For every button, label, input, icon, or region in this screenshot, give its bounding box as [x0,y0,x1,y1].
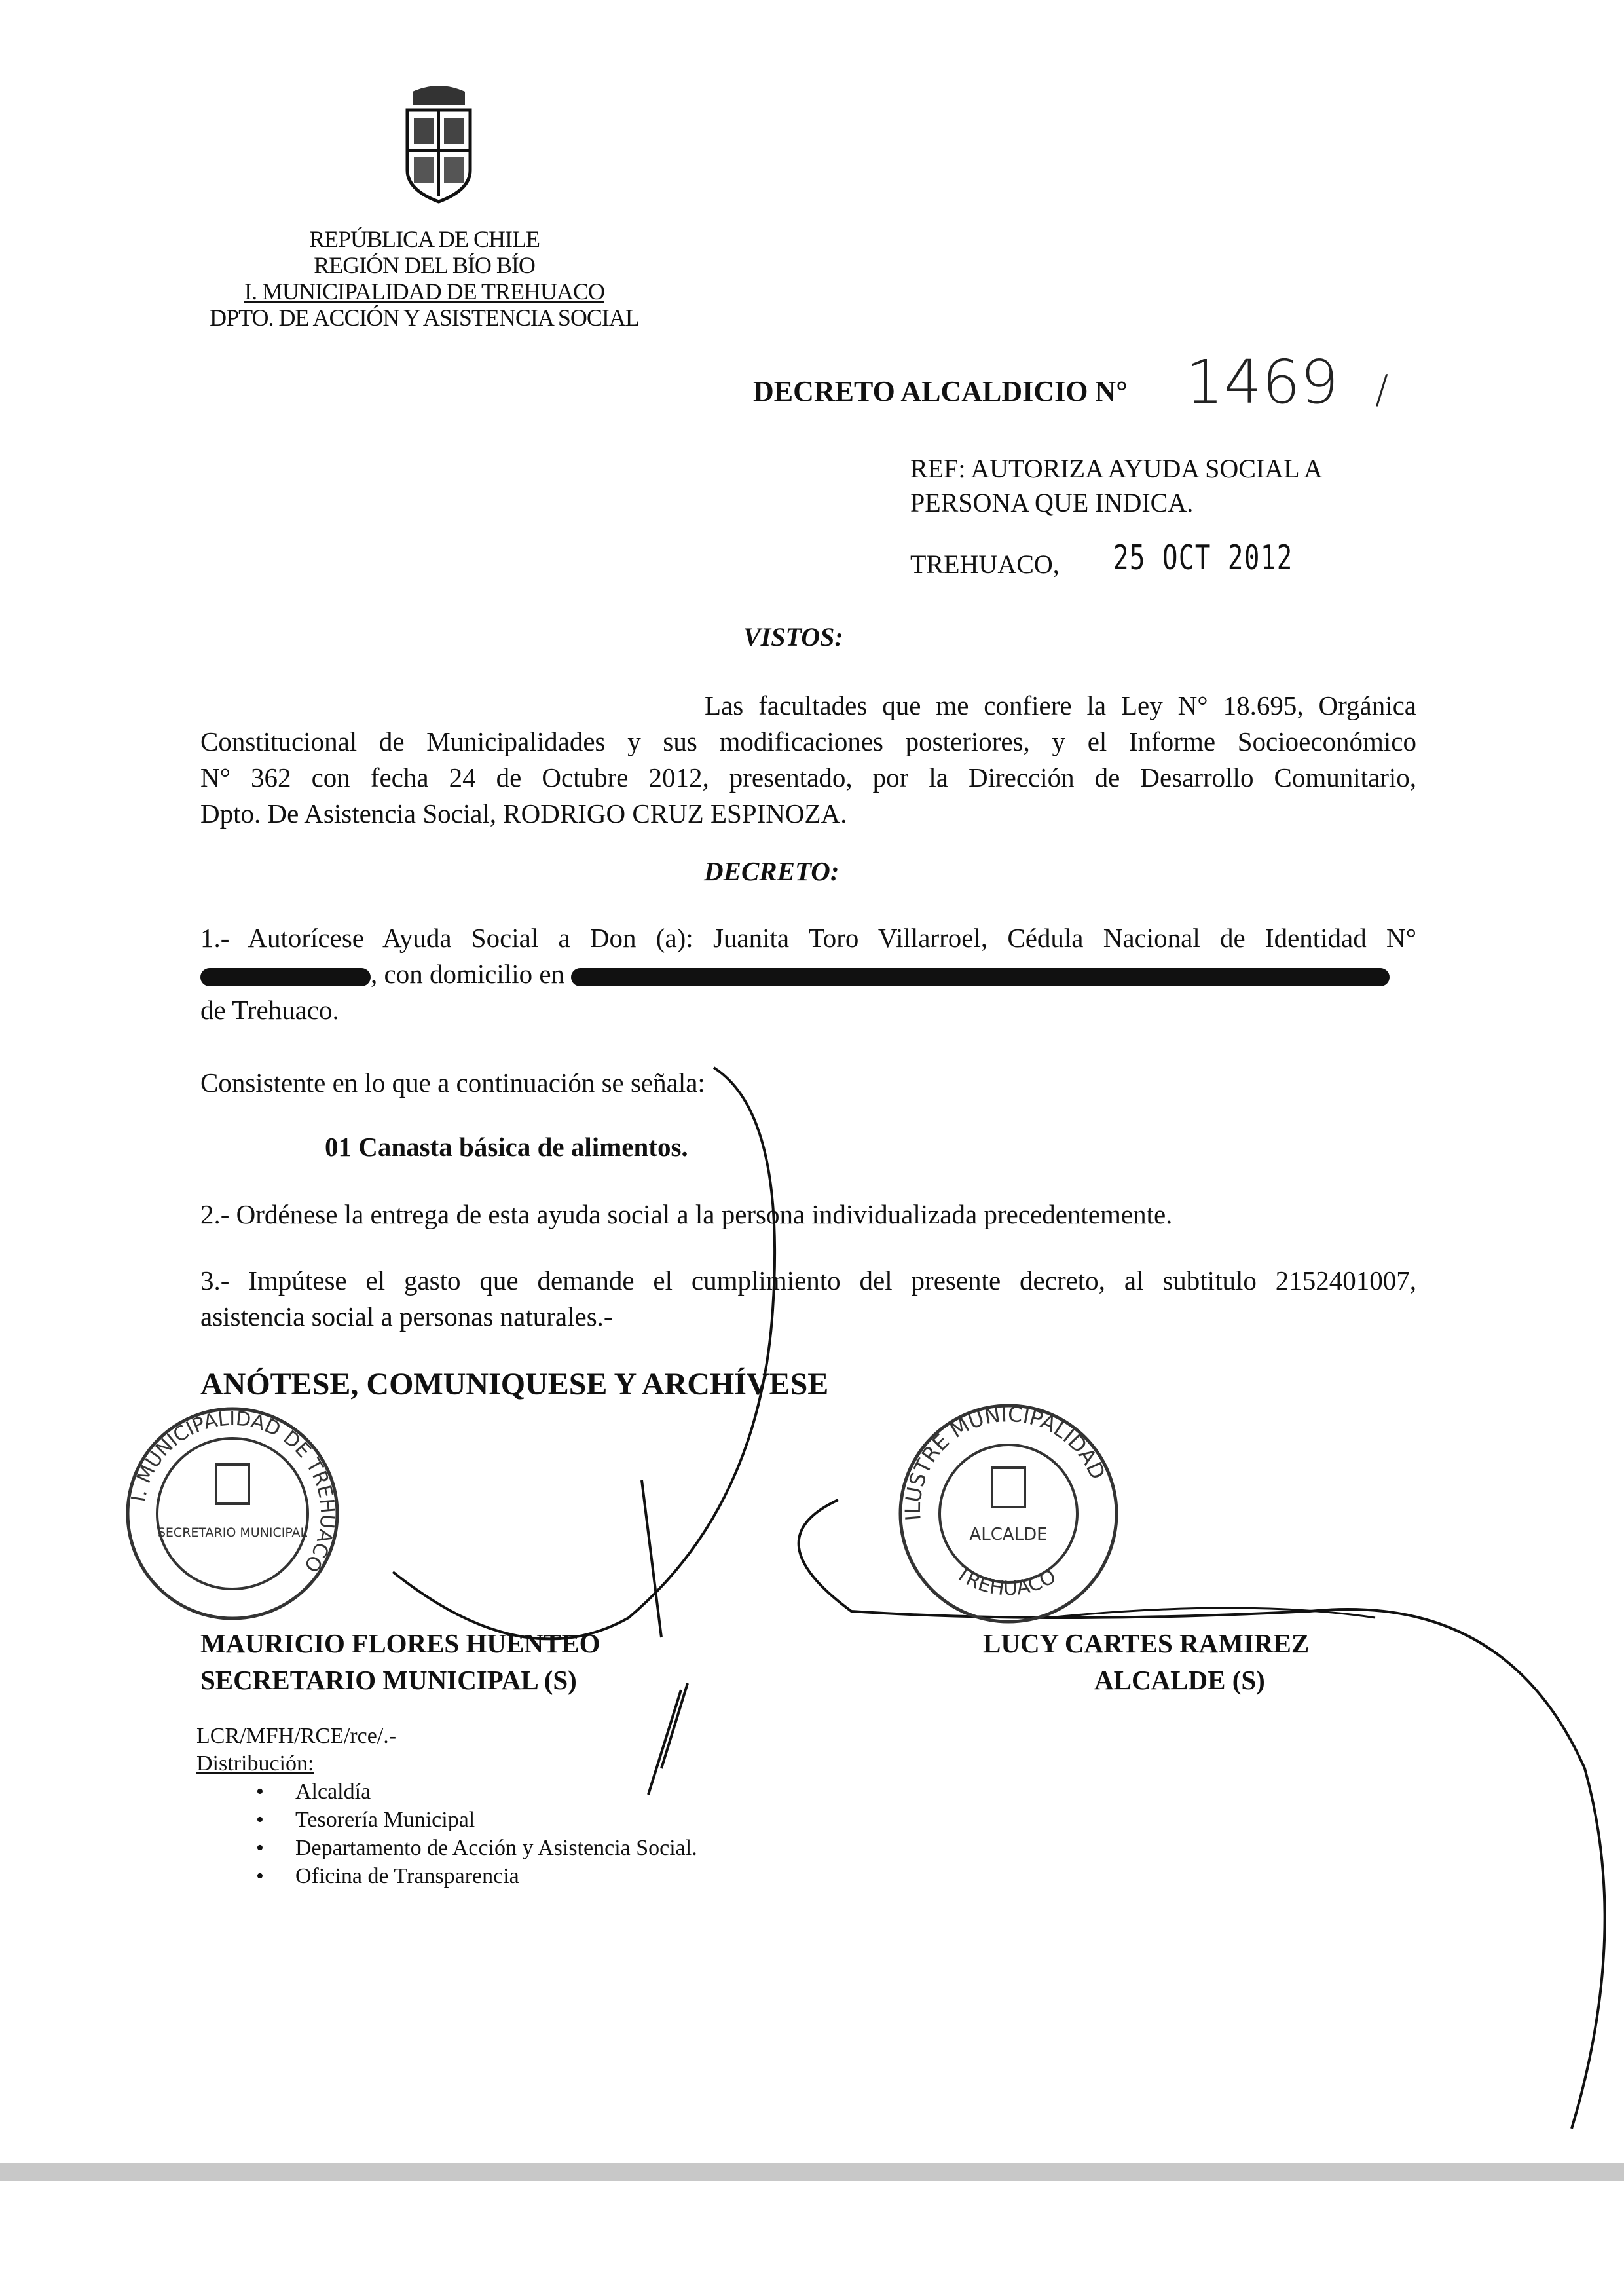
decree-slash: / [1375,367,1389,413]
closing-formula: ANÓTESE, COMUNIQUESE Y ARCHÍVESE [200,1367,829,1402]
letterhead-line-department: DPTO. DE ACCIÓN Y ASISTENCIA SOCIAL [210,305,639,331]
signer-title: ALCALDE (S) [1094,1665,1265,1695]
vistos-line: Las facultades que me confiere la Ley N° 18.695, Orgánica [705,690,1416,720]
mayor-stamp-icon [897,1402,1120,1625]
signer-name: MAURICIO FLORES HUENTEO [200,1628,600,1658]
distribution-label: Distribución: [196,1751,314,1776]
scan-edge-band [0,2163,1624,2181]
svg-text:ILUSTRE MUNICIPALIDAD: ILUSTRE MUNICIPALIDAD [900,1402,1111,1522]
signature-left [200,1625,600,1698]
consistente-text: Consistente en lo que a continuación se señala: [200,1068,705,1098]
signer-name: LUCY CARTES RAMIREZ [983,1628,1310,1658]
signature-right [983,1625,1309,1698]
item3-line: asistencia social a personas naturales.- [200,1301,613,1332]
distribution-item: • Departamento de Acción y Asistencia Social. [295,1834,1416,1862]
item1-line: 1.- Autorícese Ayuda Social a Don (a): Juanita Toro Villarroel, Cédula Nacional de Identidad N° [200,923,1416,953]
decreto-item-2: 2.- Ordénese la entrega de esta ayuda social a la persona individualizada precedentemente. [200,1199,1173,1229]
reference-line: PERSONA QUE INDICA. [910,488,1194,517]
initials: LCR/MFH/RCE/rce/.- [196,1724,397,1748]
distribution-item: • Alcaldía [295,1778,1416,1806]
decree-title: DECRETO ALCALDICIO N° [753,375,1128,407]
vistos-paragraph [200,688,1416,832]
distribution-list [196,1778,1416,1890]
vistos-line: N° 362 con fecha 24 de Octubre 2012, presentado, por la Dirección de Desarrollo Comunitario, [200,762,1416,793]
place: TREHUACO, [910,550,1060,579]
svg-text:I. MUNICIPALIDAD DE TREHUACO: I. MUNICIPALIDAD DE TREHUACO [127,1407,339,1577]
date-stamp: 25 OCT 2012 [1113,538,1293,578]
stamp-row [127,1402,1416,1625]
decreto-item-1 [200,920,1416,1028]
svg-text:ALCALDE: ALCALDE [969,1525,1048,1544]
distribution-item: • Oficina de Transparencia [295,1862,1416,1890]
vistos-heading: VISTOS: [743,622,843,652]
signature-row [200,1625,1416,1698]
letterhead [0,226,849,331]
distribution-item: • Tesorería Municipal [295,1806,1416,1834]
secretary-stamp-icon [124,1406,341,1622]
item3-line: 3.- Impútese el gasto que demande el cumplimiento del presente decreto, al subtitulo 2152401007, [200,1265,1416,1296]
svg-text:SECRETARIO MUNICIPAL: SECRETARIO MUNICIPAL [157,1525,308,1540]
signer-title: SECRETARIO MUNICIPAL (S) [200,1665,577,1695]
svg-text:TREHUACO: TREHUACO [951,1561,1060,1601]
coat-of-arms-icon [399,85,478,206]
benefit-item: 01 Canasta básica de alimentos. [325,1132,688,1162]
letterhead-line-country: REPÚBLICA DE CHILE [308,226,540,252]
item1-address-label: , con domicilio en [371,959,565,989]
item1-line: de Trehuaco. [200,995,339,1025]
redacted-address [571,968,1390,986]
reference [910,452,1323,520]
vistos-line: Dpto. De Asistencia Social, RODRIGO CRUZ ESPINOZA. [200,798,847,829]
decreto-item-3 [200,1263,1416,1335]
decreto-heading: DECRETO: [704,856,840,886]
footer [196,1723,1416,1890]
decree-body [127,619,1416,1890]
redacted-id-number [200,968,371,986]
reference-line: REF: AUTORIZA AYUDA SOCIAL A [910,454,1323,483]
vistos-line: Constitucional de Municipalidades y sus modificaciones posteriores, y el Informe Socioeconómico [200,726,1416,756]
decree-number-handwritten: 1469 [1185,347,1339,417]
letterhead-line-region: REGIÓN DEL BÍO BÍO [314,252,535,278]
letterhead-line-municipality: I. MUNICIPALIDAD DE TREHUACO [244,278,604,305]
